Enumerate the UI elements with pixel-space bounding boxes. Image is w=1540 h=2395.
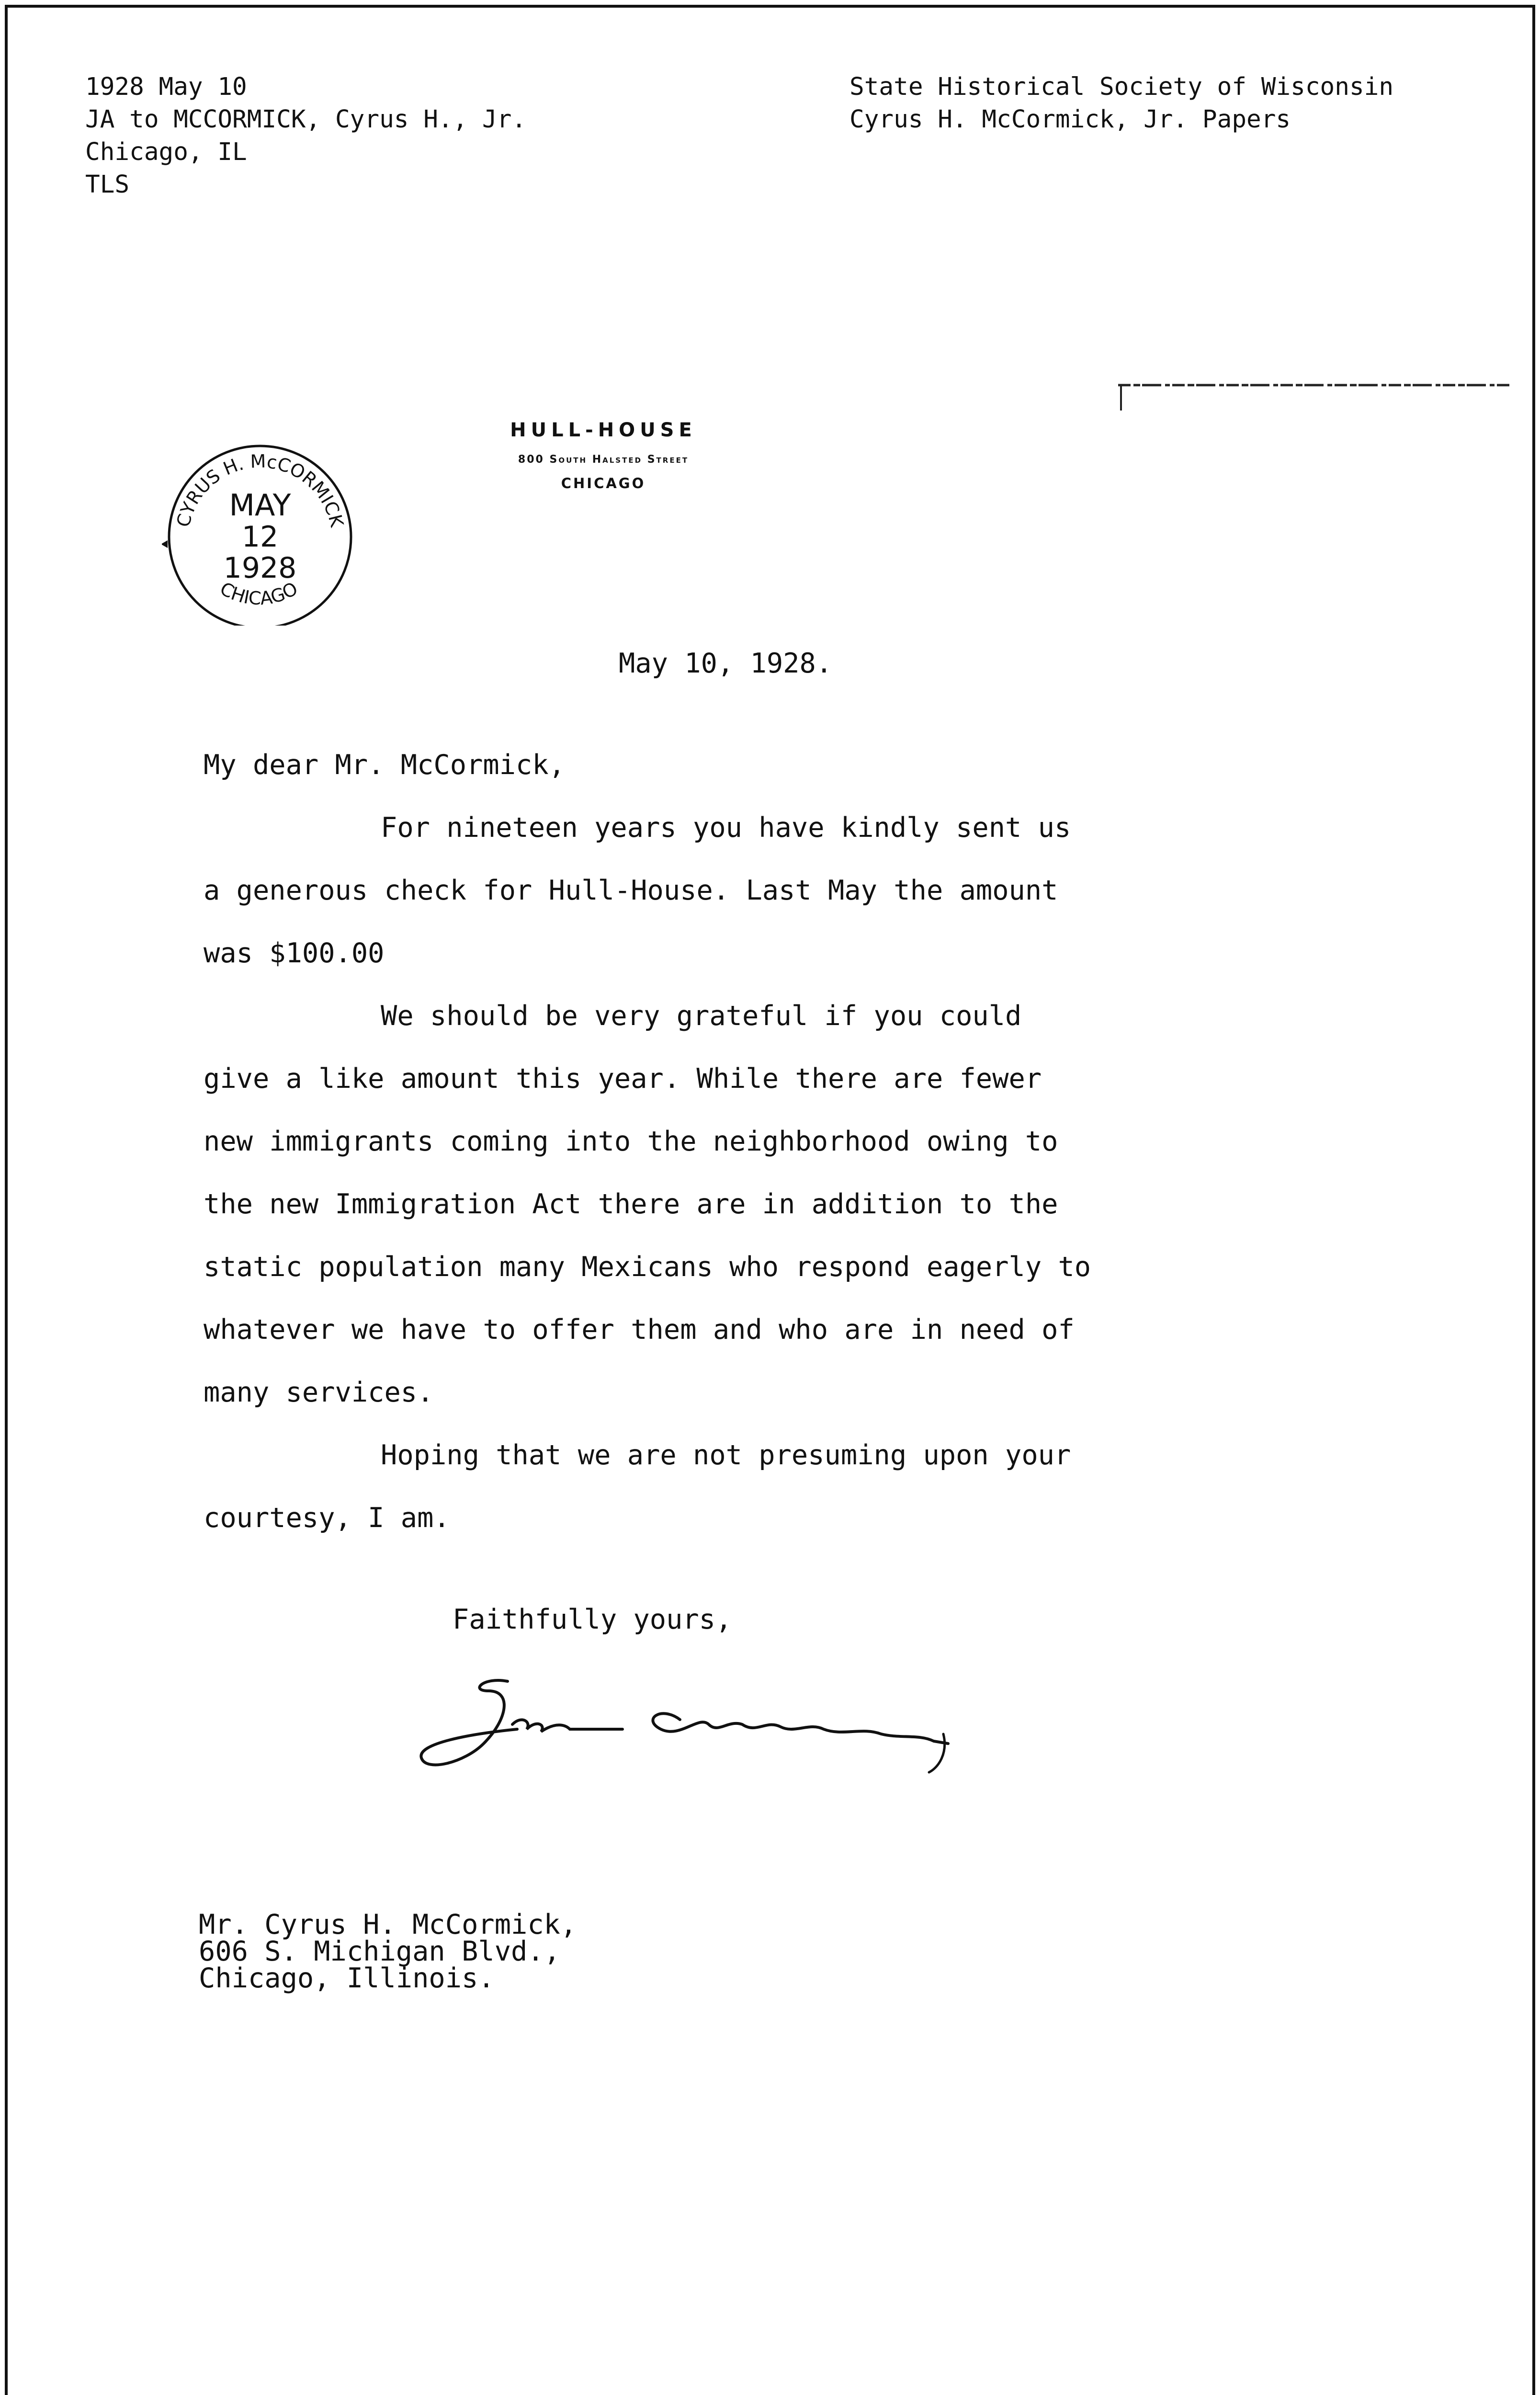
letter-salutation: My dear Mr. McCormick, — [204, 749, 565, 781]
stamp-day: 12 — [241, 520, 279, 554]
stamp-arrow-icon — [162, 540, 168, 548]
header-repository-line: State Historical Society of Wisconsin — [849, 73, 1394, 101]
letterhead-name: HULL-HOUSE — [510, 419, 697, 441]
archive-header-left — [85, 71, 526, 201]
recipient-name: Mr. Cyrus H. McCormick, — [199, 1909, 577, 1940]
header-correspondence-line: JA to MCCORMICK, Cyrus H., Jr. — [85, 105, 527, 134]
letter-date: May 10, 1928. — [619, 648, 833, 679]
stamp-city-text: CHICAGO — [216, 578, 301, 609]
recipient-city: Chicago, Illinois. — [199, 1962, 495, 1994]
archive-header-right — [849, 71, 1393, 136]
letter-body — [204, 734, 1099, 1550]
letter-paragraph-2: We should be very grateful if you could give a like amount this year. While there are fewer new immigrants coming into the neighborhood owing to the new Immigration Act there are in addition to the static population many Mexicans who respond eagerly to whatever we have to offer them and who are in need of many services. — [204, 1000, 1091, 1408]
letter-closing: Faithfully yours, — [453, 1604, 732, 1635]
stamp-month: MAY — [229, 488, 291, 523]
letterhead — [469, 419, 737, 491]
header-collection-line: Cyrus H. McCormick, Jr. Papers — [849, 105, 1291, 134]
recipient-street: 606 S. Michigan Blvd., — [199, 1936, 560, 1967]
header-date-line: 1928 May 10 — [85, 73, 247, 101]
letterhead-city: CHICAGO — [561, 475, 646, 491]
letter-paragraph-3: Hoping that we are not presuming upon your courtesy, I am. — [204, 1439, 1071, 1534]
stamp-year: 1928 — [223, 551, 297, 585]
header-type-line: TLS — [85, 171, 130, 199]
recipient-address — [199, 1911, 577, 1992]
handwritten-signature — [412, 1662, 977, 1787]
header-place-line: Chicago, IL — [85, 138, 247, 166]
stamp-ring-text: CYRUS H. McCORMICK — [172, 450, 348, 529]
letter-paragraph-1: For nineteen years you have kindly sent us a generous check for Hull-House. Last May the amount was $100.00 — [204, 812, 1071, 969]
torn-edge-marks — [1118, 375, 1511, 418]
received-date-stamp — [162, 429, 353, 626]
letterhead-address: 800 South Halsted Street — [518, 454, 689, 466]
